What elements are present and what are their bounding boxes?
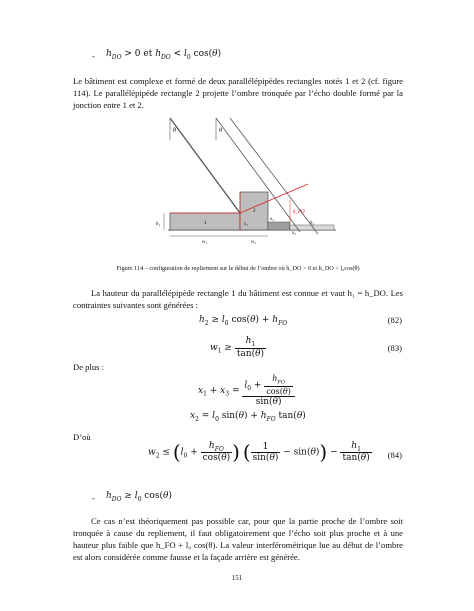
equation-84: $w_2 \le (l_0$ + $\frac{h_{FO}}{\cos(\theta)}$ ) ( $\frac{1}{\sin(\theta)}$ − sin(θ)) − $\frac{h_1}{\tan(\theta)}$ bbox=[148, 440, 370, 464]
paragraph-intro: Le bâtiment est complexe et formé de deux parallélépipèdes rectangles notés 1 et 2 (cf. figure 114). Le parallélépipède rectangle 2 projette l’ombre tronquée par l’écho double formé par la jonction entre 1 et 2. bbox=[73, 76, 403, 110]
bullet-condition-1: $h_{DO} > 0$ et $h_{DO} < l_0$ cos(θ) bbox=[106, 49, 222, 61]
text-de-plus: De plus : bbox=[73, 362, 105, 372]
equation-82-number: (82) bbox=[387, 315, 402, 325]
text-dou: D’où bbox=[73, 432, 91, 442]
paragraph-conclusion: Ce cas n’est théoriquement pas possible car, pour que la partie proche de l’ombre soit tronquée à cause du repliement, il faut obligatoirement que l’écho soit plus proche et à une hauteur plus faible que h_FO + l₀ cos(θ). La valeur interférométrique lue au début de l’ombre est alors considérée comme fausse et la façade arrière est générée. bbox=[73, 516, 403, 562]
bullet-condition-2: $h_{DO} \ge l_0$ cos(θ) bbox=[106, 491, 172, 503]
equation-84-number: (84) bbox=[387, 450, 402, 460]
label-x2: x₂ bbox=[270, 217, 274, 222]
label-h2: h₂ bbox=[310, 221, 315, 226]
page-number: 151 bbox=[231, 574, 243, 582]
equation-83-number: (83) bbox=[387, 343, 402, 353]
paragraph-constraints: La hauteur du parallélépipède rectangle 1 du bâtiment est connue et vaut h₁ = h_DO. Les contraintes suivantes sont générées : bbox=[73, 288, 403, 310]
label-x3: x₃ bbox=[292, 231, 296, 236]
label-w2: w₂ bbox=[251, 240, 257, 245]
label-building-1: 1 bbox=[204, 221, 207, 226]
label-theta-right: θ bbox=[219, 128, 222, 134]
label-x1: x₁ bbox=[244, 222, 248, 227]
label-hfo: h_FO bbox=[293, 210, 305, 215]
equation-x2: $x_2 = l_0$ $\sin(\theta) + h_{FO}$ tan(θ) bbox=[190, 411, 306, 423]
equation-82: $h_2 \ge l_0$ $\cos(\theta) + h_{FO}$ bbox=[199, 315, 288, 327]
figure-114-diagram bbox=[140, 112, 350, 252]
label-theta-left: θ bbox=[173, 128, 176, 134]
equation-x1-x3: $x_1 + x_3$ = $l_0$ + $\frac{h_{FO}}{\cos(\theta)}$ sin(θ) bbox=[198, 374, 295, 407]
radar-ray-left bbox=[170, 118, 240, 213]
label-w1: w₁ bbox=[202, 240, 208, 245]
figure-caption: Figure 114 – configuration de repliement sur le début de l’ombre où h_DO > 0 et h_DO < l₀cos(θ) bbox=[116, 265, 360, 272]
bullet-dash-1: - bbox=[92, 51, 95, 61]
equation-83: $w_1$ ≥ $\frac{h_1}{\tan(\theta)}$ bbox=[210, 336, 265, 359]
label-building-2: 2 bbox=[253, 209, 256, 214]
bullet-dash-2: - bbox=[92, 493, 95, 503]
shadow-region bbox=[268, 222, 290, 230]
label-h1: h₁ bbox=[156, 222, 161, 227]
